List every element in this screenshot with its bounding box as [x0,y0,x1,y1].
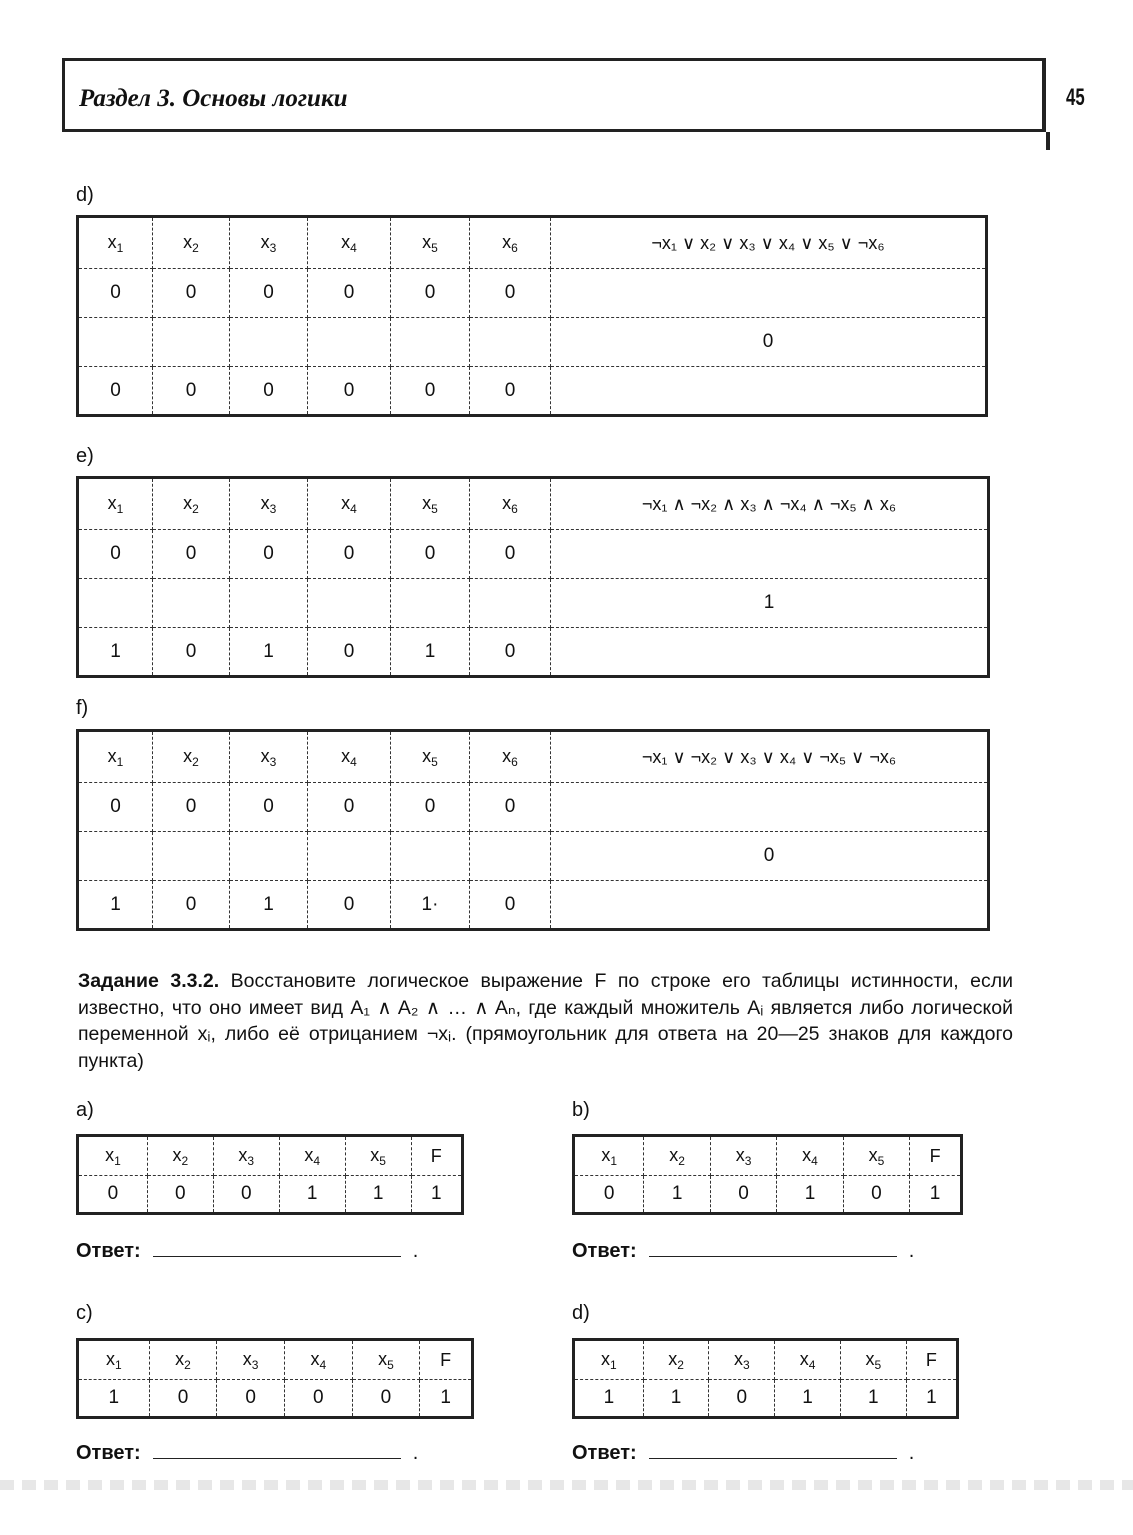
table-cell: 0 [78,1176,148,1214]
table-row [78,318,987,367]
table-row [574,1380,958,1418]
header-cell: $x_2$ [643,1340,709,1380]
answer-a-field[interactable] [153,1238,401,1257]
table-cell: 0 [308,783,391,832]
table-cell: 0 [352,1380,420,1418]
table-cell: 0 [470,530,551,579]
table-cell: 1· [391,881,470,930]
table-cell [153,318,230,367]
header-cell: $x_4$ [308,478,391,530]
table-cell: 0 [551,318,987,367]
truth-table-e [76,476,990,678]
table-row [78,881,989,930]
header-cell: $x_4$ [775,1340,841,1380]
table-cell: 0 [153,881,230,930]
table-cell: 1 [391,628,470,677]
header-cell: $x_1$ [78,731,153,783]
table-cell: 0 [391,783,470,832]
small-table-a-label: a) [76,1099,94,1121]
table-cell: 0 [78,367,153,416]
header-cell: $x_5$ [840,1340,906,1380]
table-cell: 1 [78,881,153,930]
answer-c-label: Ответ: [76,1442,141,1464]
table-cell [551,783,989,832]
table-cell: 0 [217,1380,285,1418]
table-cell: 0 [470,881,551,930]
header-cell: $x_1$ [78,478,153,530]
table-row [78,832,989,881]
table-cell: 0 [308,367,391,416]
answer-a-label: Ответ: [76,1240,141,1262]
table-cell: 0 [709,1380,775,1418]
table-cell: 0 [574,1176,644,1214]
answer-d-dot: . [908,1442,915,1464]
table-cell [551,367,987,416]
section-header [62,58,1046,132]
header-cell: $x_3$ [230,731,308,783]
header-cell: $x_4$ [279,1136,345,1176]
table-cell: 1 [840,1380,906,1418]
small-table-a [76,1134,464,1215]
header-cell: F [910,1136,962,1176]
table-cell: 0 [710,1176,776,1214]
table-cell [230,579,308,628]
table-cell [551,881,989,930]
table-row [78,367,987,416]
table-cell [551,628,989,677]
header-cell: F [906,1340,957,1380]
scan-artifact [0,1480,1133,1490]
table-cell: 0 [308,530,391,579]
page-number: 45 [1066,84,1085,111]
header-cell: $x_3$ [213,1136,279,1176]
table-cell [78,832,153,881]
header-cell: $x_1$ [78,1340,150,1380]
table-cell [230,318,308,367]
table-cell: 1 [906,1380,957,1418]
table-cell: 0 [230,367,308,416]
table-cell: 0 [843,1176,909,1214]
answer-b-label: Ответ: [572,1240,637,1262]
answer-b [572,1238,914,1263]
table-cell: 0 [78,530,153,579]
table-cell: 1 [551,579,989,628]
table-cell: 1 [230,881,308,930]
table-cell [153,832,230,881]
header-cell: $x_4$ [284,1340,352,1380]
header-cell: $x_3$ [709,1340,775,1380]
header-cell: $x_6$ [470,217,551,269]
table-cell: 1 [420,1380,473,1418]
table-cell: 0 [470,783,551,832]
small-table-b [572,1134,963,1215]
table-cell: 1 [411,1176,462,1214]
small-table-b-label: b) [572,1099,590,1121]
table-cell: 0 [230,269,308,318]
table-cell: 0 [230,783,308,832]
answer-c-field[interactable] [153,1440,401,1459]
table-cell: 0 [391,367,470,416]
header-cell: $x_2$ [147,1136,213,1176]
header-cell: $x_5$ [391,217,470,269]
header-cell: $x_2$ [149,1340,217,1380]
table-cell [551,269,987,318]
header-cell: $x_6$ [470,478,551,530]
section-title: Раздел 3. Основы логики [79,85,348,112]
truth-table-f [76,729,990,931]
answer-a-dot: . [412,1240,419,1262]
table-row [574,1176,962,1214]
table-cell [470,832,551,881]
table-cell: 1 [775,1380,841,1418]
header-cell: $x_3$ [710,1136,776,1176]
table-cell: 0 [470,269,551,318]
small-table-d [572,1338,959,1419]
header-cell: $x_6$ [470,731,551,783]
table-e-label: e) [76,445,94,467]
task-title: Задание 3.3.2. [78,970,220,992]
task-text: Восстановите логическое выражение F по строке его таблицы истинности, если известно, что оно имеет вид A₁ ∧ A₂ ∧ … ∧ Aₙ, где каждый множитель Aᵢ является либо логической переменной xᵢ, либо её отрицанием ¬xᵢ. (прямоугольник для ответа на 20—25 знаков для каждого пункта) [78,970,1013,1072]
table-cell: 0 [391,269,470,318]
header-cell: $x_2$ [153,217,230,269]
truth-table-d [76,215,988,417]
header-cell: $x_3$ [230,478,308,530]
formula-header: ¬x₁ ∧ ¬x₂ ∧ x₃ ∧ ¬x₄ ∧ ¬x₅ ∧ x₆ [551,478,989,530]
answer-d-field[interactable] [649,1440,897,1459]
table-f-label: f) [76,697,89,719]
small-table-d-label: d) [572,1302,590,1324]
table-cell: 0 [470,367,551,416]
answer-d-label: Ответ: [572,1442,637,1464]
header-cell: $x_1$ [574,1136,644,1176]
table-cell [78,318,153,367]
header-cell: $x_5$ [391,731,470,783]
table-row [78,783,989,832]
small-table-c-label: c) [76,1302,93,1324]
answer-c [76,1440,418,1465]
table-cell [308,832,391,881]
answer-b-dot: . [908,1240,915,1262]
task-3-3-2 [78,968,1013,1074]
table-cell: 1 [78,628,153,677]
table-cell: 0 [284,1380,352,1418]
header-cell: $x_1$ [574,1340,644,1380]
table-cell: 0 [308,881,391,930]
header-cell: F [420,1340,473,1380]
table-row [78,628,989,677]
table-cell: 0 [78,783,153,832]
table-cell: 0 [78,269,153,318]
table-cell [153,579,230,628]
table-row [78,269,987,318]
header-cell: $x_4$ [308,731,391,783]
table-cell [391,318,470,367]
table-cell: 0 [149,1380,217,1418]
table-row [78,530,989,579]
table-cell: 0 [147,1176,213,1214]
table-cell: 0 [153,783,230,832]
header-cell: $x_4$ [777,1136,843,1176]
table-cell [391,579,470,628]
header-cell: $x_5$ [345,1136,411,1176]
table-cell: 0 [153,530,230,579]
header-cell: F [411,1136,462,1176]
answer-a [76,1238,418,1263]
table-cell: 1 [643,1380,709,1418]
table-cell: 0 [551,832,989,881]
table-cell: 0 [153,269,230,318]
table-cell: 1 [230,628,308,677]
table-cell [230,832,308,881]
table-cell: 0 [308,269,391,318]
table-row [78,1380,473,1418]
table-cell [308,318,391,367]
header-cell: $x_3$ [217,1340,285,1380]
formula-header: ¬x₁ ∨ ¬x₂ ∨ x₃ ∨ x₄ ∨ ¬x₅ ∨ ¬x₆ [551,731,989,783]
table-cell [308,579,391,628]
table-cell: 1 [574,1380,644,1418]
answer-c-dot: . [412,1442,419,1464]
table-cell: 0 [153,367,230,416]
header-cell: $x_5$ [391,478,470,530]
header-cell: $x_2$ [153,478,230,530]
table-cell [78,579,153,628]
table-cell: 1 [777,1176,843,1214]
header-cell: $x_1$ [78,217,153,269]
table-cell [470,318,551,367]
table-cell: 0 [213,1176,279,1214]
header-cell: $x_2$ [153,731,230,783]
table-cell [551,530,989,579]
header-cell: $x_4$ [308,217,391,269]
table-cell: 0 [470,628,551,677]
formula-header: ¬x₁ ∨ x₂ ∨ x₃ ∨ x₄ ∨ x₅ ∨ ¬x₆ [551,217,987,269]
table-cell: 1 [78,1380,150,1418]
table-cell: 1 [644,1176,710,1214]
header-cell: $x_1$ [78,1136,148,1176]
table-cell [470,579,551,628]
header-cell: $x_5$ [843,1136,909,1176]
table-cell: 0 [230,530,308,579]
table-d-label: d) [76,184,94,206]
table-cell: 0 [391,530,470,579]
table-row [78,579,989,628]
header-cell: $x_2$ [644,1136,710,1176]
table-cell: 1 [910,1176,962,1214]
header-cell: $x_5$ [352,1340,420,1380]
table-cell: 0 [308,628,391,677]
header-cell: $x_3$ [230,217,308,269]
header-divider [1046,132,1050,150]
answer-d [572,1440,914,1465]
table-row [78,1176,463,1214]
table-cell: 1 [345,1176,411,1214]
table-cell [391,832,470,881]
small-table-c [76,1338,474,1419]
table-cell: 0 [153,628,230,677]
table-cell: 1 [279,1176,345,1214]
answer-b-field[interactable] [649,1238,897,1257]
